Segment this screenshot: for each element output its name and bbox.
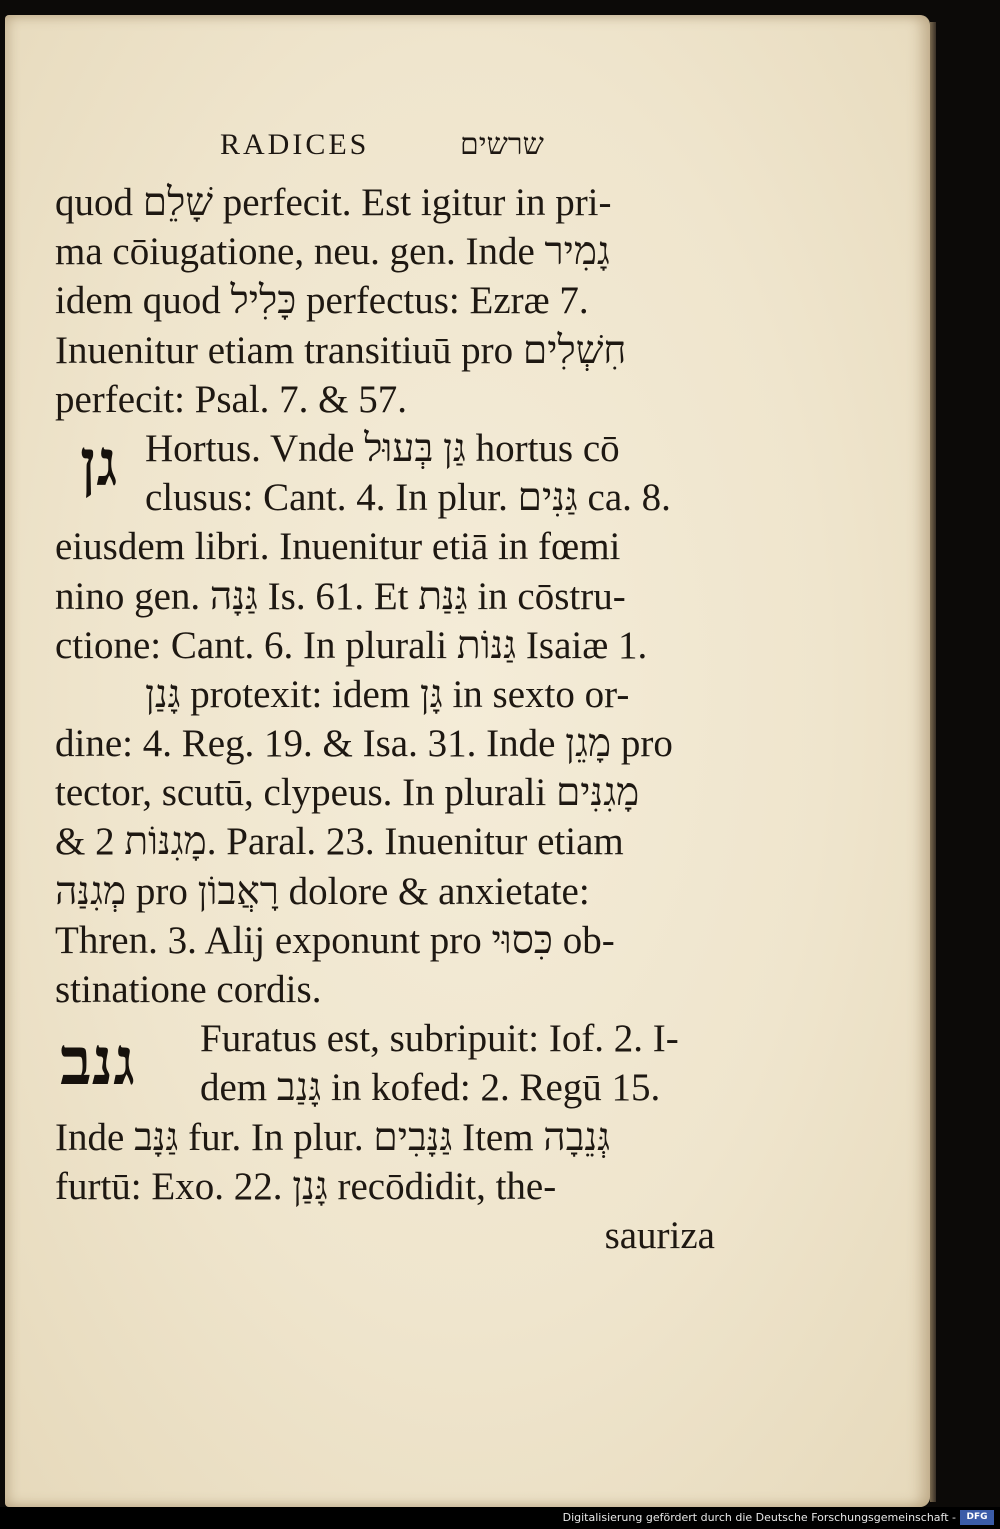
text-line: Inde גַּנָּב fur. In plur. גַּנָּבִים Item גְּנֵבָה [55, 1115, 611, 1159]
running-header [220, 128, 740, 172]
drop-cap-ganav: גנב [60, 1026, 136, 1099]
text-line: stinatione cordis. [55, 968, 322, 1011]
text-line: dine: 4. Reg. 19. & Isa. 31. Inde מָגֵן pro [55, 722, 673, 766]
text-line: idem quod כָּלִיל perfectus: Ezræ 7. [55, 279, 589, 323]
text-line: perfecit: Psal. 7. & 57. [55, 377, 408, 421]
text-line: clusus: Cant. 4. In plur. גַּנִּים ca. 8. [145, 476, 671, 520]
text-line: גָּנַן protexit: idem גָּן in sexto or- [145, 672, 630, 716]
text-line: eiusdem libri. Inuenitur etiā in fœmi [55, 525, 621, 569]
text-line: Inuenitur etiam transitiuū pro חִשְׁלִים [55, 328, 627, 372]
text-line: ctione: Cant. 6. In plurali גַּנּוֹת Isaiæ 1. [55, 623, 648, 667]
catchword: sauriza [604, 1213, 715, 1257]
text-line: & מָגִנּוֹת 2. Paral. 23. Inuenitur etiam [55, 820, 624, 864]
dfg-logo: DFG [960, 1510, 994, 1525]
text-line: tector, scutū, clypeus. In plurali מָגִנִּים [55, 771, 640, 815]
text-line: dem גָּנַב in kofed: 2. Regū 15. [200, 1066, 661, 1110]
footer-bar [0, 1507, 1000, 1529]
body-text [55, 178, 715, 1260]
header-latin: RADICES [220, 128, 370, 161]
text-line: Furatus est, subripuit: Iof. 2. I- [200, 1017, 679, 1061]
text-line: furtū: Exo. 22. גָּנַן recōdidit, the- [55, 1164, 557, 1208]
page-edge [930, 22, 936, 1502]
text-line: nino gen. גַּנָּה Is. 61. Et גַּנַּת in cōstru- [55, 574, 626, 618]
text-line: Thren. 3. Alij exponunt pro כִּסוּי ob- [55, 918, 615, 962]
text-line: ma cōiugatione, neu. gen. Inde גָמִיר [55, 230, 610, 274]
text-line: Hortus. Vnde גַּן בְּעוּל hortus cō [145, 426, 620, 470]
header-hebrew: שרשים [460, 128, 544, 161]
footer-credit: Digitalisierung gefördert durch die Deutsche Forschungsgemeinschaft - [562, 1511, 956, 1524]
drop-cap-gan: גן [80, 428, 118, 499]
text-line: quod שָׁלֵם perfecit. Est igitur in pri- [55, 181, 612, 224]
text-line: מְגִנַּה pro רָאֲבוֹן dolore & anxietate: [55, 869, 590, 913]
